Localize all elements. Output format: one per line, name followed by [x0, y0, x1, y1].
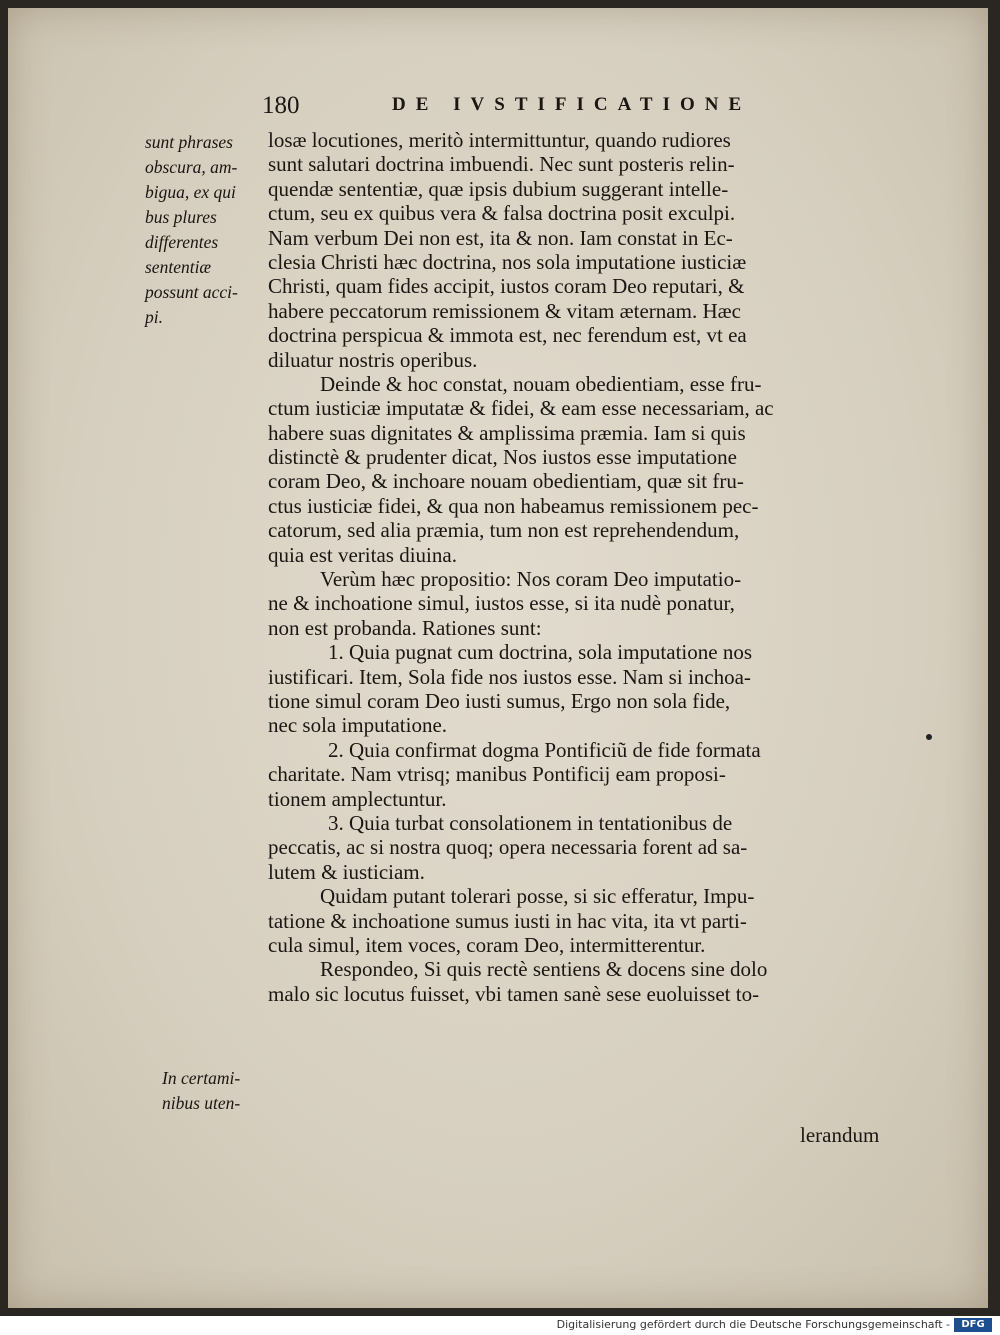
text-line: 3. Quia turbat consolationem in tentationibus de — [328, 810, 733, 835]
text-line: iustificari. Item, Sola fide nos iustos esse. Nam si inchoa- — [268, 664, 751, 689]
funding-note: Digitalisierung gefördert durch die Deutsche Forschungsgemeinschaft - — [556, 1318, 950, 1331]
text-line: non est probanda. Rationes sunt: — [268, 615, 542, 640]
margin-note-line: sententiæ — [145, 257, 212, 277]
text-line: lutem & iusticiam. — [268, 859, 425, 884]
body-text — [268, 128, 908, 1006]
dfg-logo-icon: DFG — [954, 1318, 992, 1332]
page-number: 180 — [262, 92, 300, 119]
text-line: losæ locutiones, meritò intermittuntur, quando rudiores — [268, 128, 731, 152]
margin-note-line: possunt acci- — [145, 282, 238, 302]
ink-speck — [926, 734, 932, 740]
footer-bar — [0, 1316, 1000, 1335]
text-line: ctum iusticiæ imputatæ & fidei, & eam esse necessariam, ac — [268, 396, 774, 421]
text-line: malo sic locutus fuisset, vbi tamen sanè sese euoluisset to- — [268, 981, 760, 1006]
catchword: lerandum — [800, 1123, 880, 1147]
margin-note-1 — [145, 130, 270, 330]
text-line: tatione & inchoatione sumus iusti in hac vita, ita vt parti- — [268, 908, 747, 933]
margin-note-line: bus plures — [145, 207, 217, 227]
text-line: doctrina perspicua & immota est, nec ferendum est, vt ea — [268, 323, 747, 348]
text-line: Verùm hæc propositio: Nos coram Deo imputatio- — [320, 567, 742, 592]
text-line: Nam verbum Dei non est, ita & non. Iam constat in Ec- — [268, 225, 733, 250]
text-line: peccatis, ac si nostra quoq; opera necessaria forent ad sa- — [268, 835, 748, 860]
text-line: 1. Quia pugnat cum doctrina, sola imputatione nos — [328, 640, 752, 665]
margin-note-line: pi. — [145, 307, 163, 327]
text-line: Quidam putant tolerari posse, si sic efferatur, Impu- — [320, 884, 755, 909]
margin-note-line: bigua, ex qui — [145, 182, 236, 202]
text-line: charitate. Nam vtrisq; manibus Pontificij eam proposi- — [268, 762, 726, 787]
text-line: cula simul, item voces, coram Deo, intermitterentur. — [268, 932, 706, 957]
text-line: ctus iusticiæ fidei, & qua non habeamus remissionem pec- — [268, 493, 759, 518]
text-line: tionem amplectuntur. — [268, 786, 447, 811]
text-line: quendæ sententiæ, quæ ipsis dubium suggerant intelle- — [268, 176, 729, 201]
text-line: tione simul coram Deo iusti sumus, Ergo non sola fide, — [268, 688, 731, 713]
text-line: quia est veritas diuina. — [268, 542, 457, 567]
text-line: ne & inchoatione simul, iustos esse, si ita nudè ponatur, — [268, 591, 735, 616]
margin-note-line: sunt phrases — [145, 132, 233, 152]
text-line: habere peccatorum remissionem & vitam æternam. Hæc — [268, 298, 741, 323]
text-line: ctum, seu ex quibus vera & falsa doctrina posit exculpi. — [268, 201, 736, 226]
text-line: habere suas dignitates & amplissima præmia. Iam si quis — [268, 420, 746, 445]
text-line: coram Deo, & inchoare nouam obedientiam, quæ sit fru- — [268, 469, 744, 494]
margin-note-line: obscura, am- — [145, 157, 238, 177]
text-line: Deinde & hoc constat, nouam obedientiam, esse fru- — [320, 371, 762, 396]
text-line: clesia Christi hæc doctrina, nos sola imputatione iusticiæ — [268, 249, 747, 274]
margin-note-line: nibus uten- — [162, 1093, 241, 1113]
margin-note-line: differentes — [145, 232, 219, 252]
text-line: nec sola imputatione. — [268, 713, 448, 738]
text-line: sunt salutari doctrina imbuendi. Nec sunt posteris relin- — [268, 152, 735, 177]
margin-note-2 — [162, 1066, 287, 1116]
text-line: catorum, sed alia præmia, tum non est reprehendendum, — [268, 518, 740, 543]
text-line: 2. Quia confirmat dogma Pontificiũ de fide formata — [328, 737, 761, 762]
text-line: distinctè & prudenter dicat, Nos iustos esse imputatione — [268, 445, 737, 470]
margin-note-line: In certami- — [162, 1068, 241, 1088]
text-line: Respondeo, Si quis rectè sentiens & docens sine dolo — [320, 957, 768, 982]
page-header — [262, 92, 882, 122]
text-line: diluatur nostris operibus. — [268, 347, 478, 372]
text-line: Christi, quam fides accipit, iustos coram Deo reputari, & — [268, 274, 745, 299]
running-title: DE IVSTIFICATIONE — [392, 94, 752, 115]
